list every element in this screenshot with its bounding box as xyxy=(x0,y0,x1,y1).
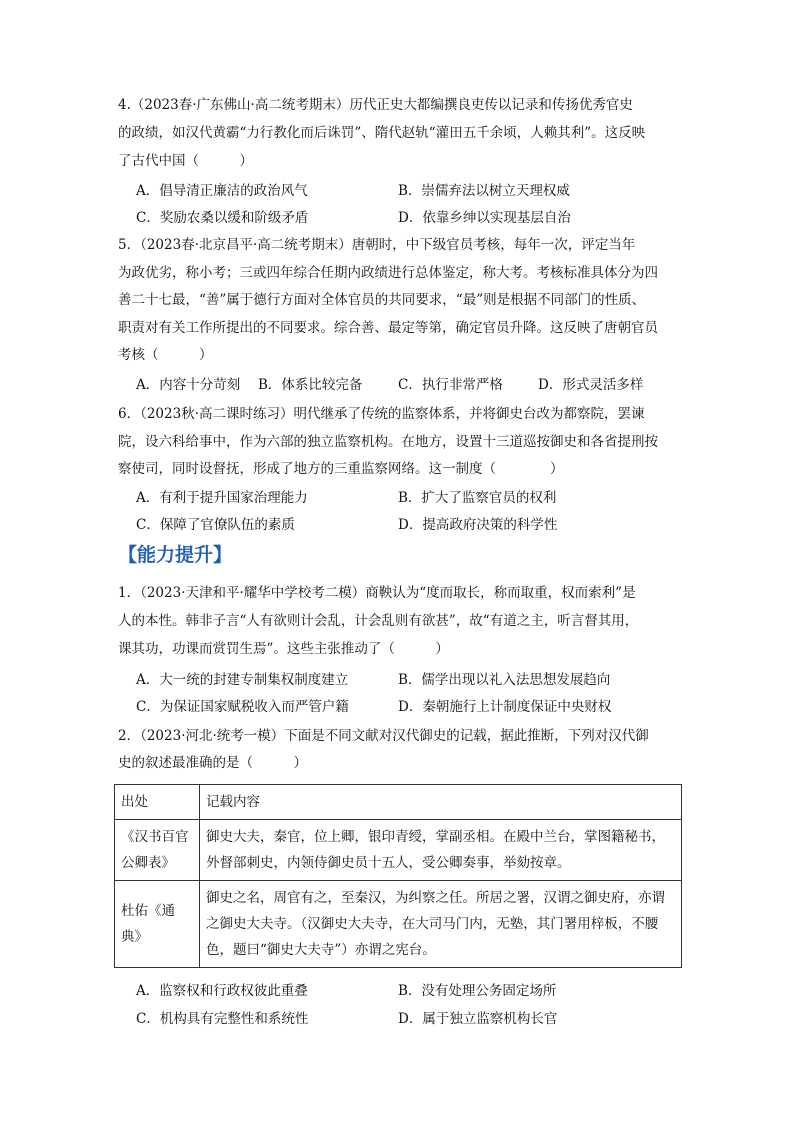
q5-line-3: 善二十七最，“善”属于德行方面对全体官员的共同要求，“最”则是根据不同部门的性质、 xyxy=(118,292,646,308)
p1-option-d[interactable]: D．秦朝施行上计制度保证中央财权 xyxy=(398,699,612,715)
q5-option-d[interactable]: D．形式灵活多样 xyxy=(538,377,644,393)
q5-line-4: 职责对有关工作所提出的不同要求。综合善、最定等第，确定官员升降。这反映了唐朝官员 xyxy=(118,320,658,336)
q6-line-1: 6．（2023秋·高二课时练习）明代继承了传统的监察体系，并将御史台改为都察院，罢谏 xyxy=(118,406,645,422)
q6-option-c[interactable]: C．保障了官僚队伍的素质 xyxy=(136,517,295,533)
q5-option-b[interactable]: B．体系比较完备 xyxy=(258,377,363,393)
q6-line-2: 院，设六科给事中，作为六部的独立监察机构。在地方，设置十三道巡按御史和各省提刑按 xyxy=(118,434,658,450)
section-title: 【能力提升】 xyxy=(118,544,233,566)
q5-option-a[interactable]: A．内容十分苛刻 xyxy=(136,377,241,393)
q4-line-3: 了古代中国（ ） xyxy=(118,153,253,169)
p1-line-2: 人的本性。韩非子言“人有欲则计会乱，计会乱则有欲甚”，故“有道之主，听言督其用， xyxy=(118,613,639,629)
q5-line-1: 5．（2023春·北京昌平·高二统考期末）唐朝时，中下级官员考核，每年一次，评定当年 xyxy=(118,237,636,253)
q4-option-d[interactable]: D．依靠乡绅以实现基层自治 xyxy=(398,210,571,226)
q4-line-1: 4.（2023春·广东佛山·高二统考期末）历代正史大都编撰良吏传以记录和传扬优秀官史 xyxy=(118,97,633,113)
q4-option-b[interactable]: B．崇儒弃法以树立天理权威 xyxy=(398,183,570,199)
p1-line-3: 课其功，功课而赏罚生焉”。这些主张推动了（ ） xyxy=(118,641,449,657)
records-table xyxy=(114,784,682,968)
q4-option-c[interactable]: C．奖励农桑以缓和阶级矛盾 xyxy=(136,210,309,226)
p1-option-b[interactable]: B．儒学出现以礼入法思想发展趋向 xyxy=(398,672,611,688)
q5-option-c[interactable]: C．执行非常严格 xyxy=(398,377,503,393)
p2-option-d[interactable]: D．属于独立监察机构长官 xyxy=(398,1011,558,1027)
p1-option-a[interactable]: A．大一统的封建专制集权制度建立 xyxy=(136,672,349,688)
table-header-source: 出处 xyxy=(115,785,200,820)
q6-option-b[interactable]: B．扩大了监察官员的权利 xyxy=(398,490,557,506)
q6-option-d[interactable]: D．提高政府决策的科学性 xyxy=(398,517,558,533)
q4-option-a[interactable]: A．倡导清正廉洁的政治风气 xyxy=(136,183,308,199)
table-cell-content: 御史之名，周官有之，至秦汉，为纠察之任。所居之署，汉谓之御史府，亦谓之御史大夫寺。（汉御史大夫寺，在大司马门内，无塾，其门署用梓板，不腰色，题曰“御史大夫寺”）亦谓之宪台。 xyxy=(200,881,682,968)
q6-line-3: 察使司，同时设督抚，形成了地方的三重监察网络。这一制度（ ） xyxy=(118,461,564,477)
p2-line-1: 2．（2023·河北·统考一模）下面是不同文献对汉代御史的记载，据此推断，下列对汉代御 xyxy=(118,728,649,744)
p2-option-a[interactable]: A．监察权和行政权彼此重叠 xyxy=(136,983,308,999)
q4-line-2: 的政绩，如汉代黄霸“力行教化而后诛罚”、隋代赵轨“灌田五千余顷，人赖其利”。这反映 xyxy=(118,125,646,141)
table-cell-source: 杜佑《通典》 xyxy=(115,881,200,968)
table-header-content: 记载内容 xyxy=(200,785,682,820)
table-row xyxy=(115,881,682,968)
table-row xyxy=(115,820,682,881)
q5-line-5: 考核（ ） xyxy=(118,347,213,363)
p2-option-b[interactable]: B．没有处理公务固定场所 xyxy=(398,983,557,999)
p1-option-c[interactable]: C．为保证国家赋税收入而严管户籍 xyxy=(136,699,349,715)
table-cell-source: 《汉书百官公卿表》 xyxy=(115,820,200,881)
p2-line-2: 史的叙述最准确的是（ ） xyxy=(118,755,307,771)
q6-option-a[interactable]: A．有利于提升国家治理能力 xyxy=(136,490,308,506)
table-cell-content: 御史大夫，秦官，位上卿，银印青绶，掌副丞相。在殿中兰台，掌图籍秘书，外督部刺史，内领侍御史员十五人，受公卿奏事，举劾按章。 xyxy=(200,820,682,881)
q5-line-2: 为政优劣，称小考；三或四年综合任期内政绩进行总体鉴定，称大考。考核标准具体分为四 xyxy=(118,265,658,281)
p2-option-c[interactable]: C．机构具有完整性和系统性 xyxy=(136,1011,309,1027)
p1-line-1: 1．（2023·天津和平·耀华中学校考二模）商鞅认为“度而取长，称而取重，权而索利”是 xyxy=(118,585,636,601)
table-header-row xyxy=(115,785,682,820)
